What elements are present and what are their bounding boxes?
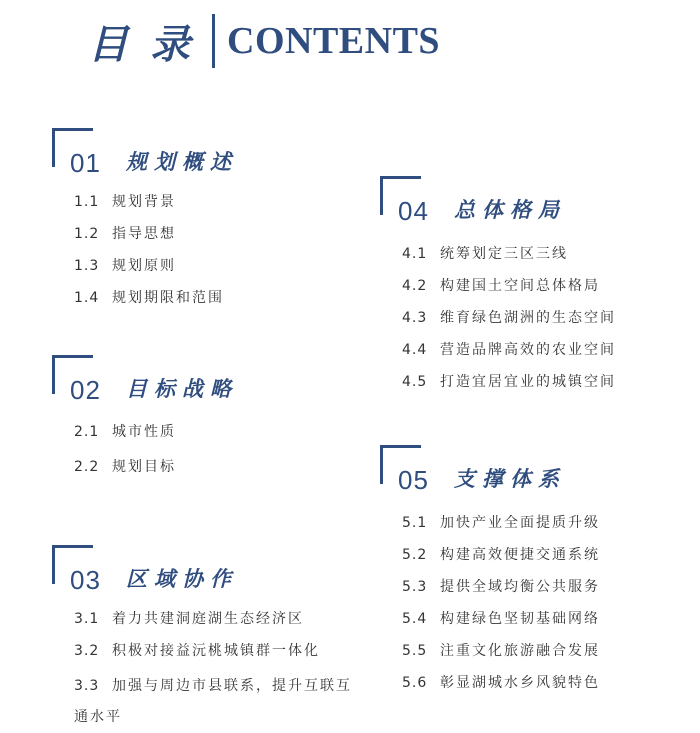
toc-item[interactable]: 5.2 构建高效便捷交通系统 [402,547,600,563]
toc-item[interactable]: 4.1 统筹划定三区三线 [402,246,568,262]
section-number: 05 [398,465,429,495]
toc-item[interactable]: 4.5 打造宜居宜业的城镇空间 [402,374,616,390]
toc-item[interactable]: 3.1 着力共建洞庭湖生态经济区 [74,611,304,627]
section-title: 规划概述 [126,149,238,174]
toc-item[interactable]: 5.5 注重文化旅游融合发展 [402,643,600,659]
section-05 [380,445,690,715]
toc-item[interactable]: 4.2 构建国土空间总体格局 [402,278,600,294]
toc-item[interactable]: 1.1 规划背景 [74,194,176,210]
toc-item[interactable]: 5.6 彰显湖城水乡风貌特色 [402,675,600,691]
toc-item[interactable]: 2.2 规划目标 [74,459,176,475]
section-03 [52,545,372,725]
toc-item[interactable]: 4.3 维育绿色湖洲的生态空间 [402,310,616,326]
section-title: 目标战略 [126,376,238,401]
section-number: 01 [70,148,101,178]
toc-item[interactable]: 1.4 规划期限和范围 [74,290,224,306]
section-02 [52,355,352,485]
contents-header [88,6,440,76]
section-number: 02 [70,375,101,405]
section-number: 03 [70,565,101,595]
section-number: 04 [398,196,429,226]
section-title: 总体格局 [454,197,566,222]
section-title: 支撑体系 [454,466,566,491]
toc-item[interactable]: 5.1 加快产业全面提质升级 [402,515,600,531]
section-title: 区域协作 [126,566,238,591]
section-04 [380,176,690,406]
toc-item[interactable]: 5.4 构建绿色坚韧基础网络 [402,611,600,627]
title-english: CONTENTS [227,20,441,62]
toc-item[interactable]: 5.3 提供全域均衡公共服务 [402,579,600,595]
toc-item[interactable]: 4.4 营造品牌高效的农业空间 [402,342,616,358]
toc-item[interactable]: 3.2 积极对接益沅桃城镇群一体化 [74,643,320,659]
title-chinese: 目录 [88,20,212,68]
toc-item[interactable]: 3.3 加强与周边市县联系，提升互联互通水平 [74,678,352,725]
toc-item[interactable]: 1.2 指导思想 [74,226,176,242]
toc-item[interactable]: 1.3 规划原则 [74,258,176,274]
section-01 [52,128,352,318]
title-divider [212,14,215,68]
toc-item[interactable]: 2.1 城市性质 [74,424,176,440]
